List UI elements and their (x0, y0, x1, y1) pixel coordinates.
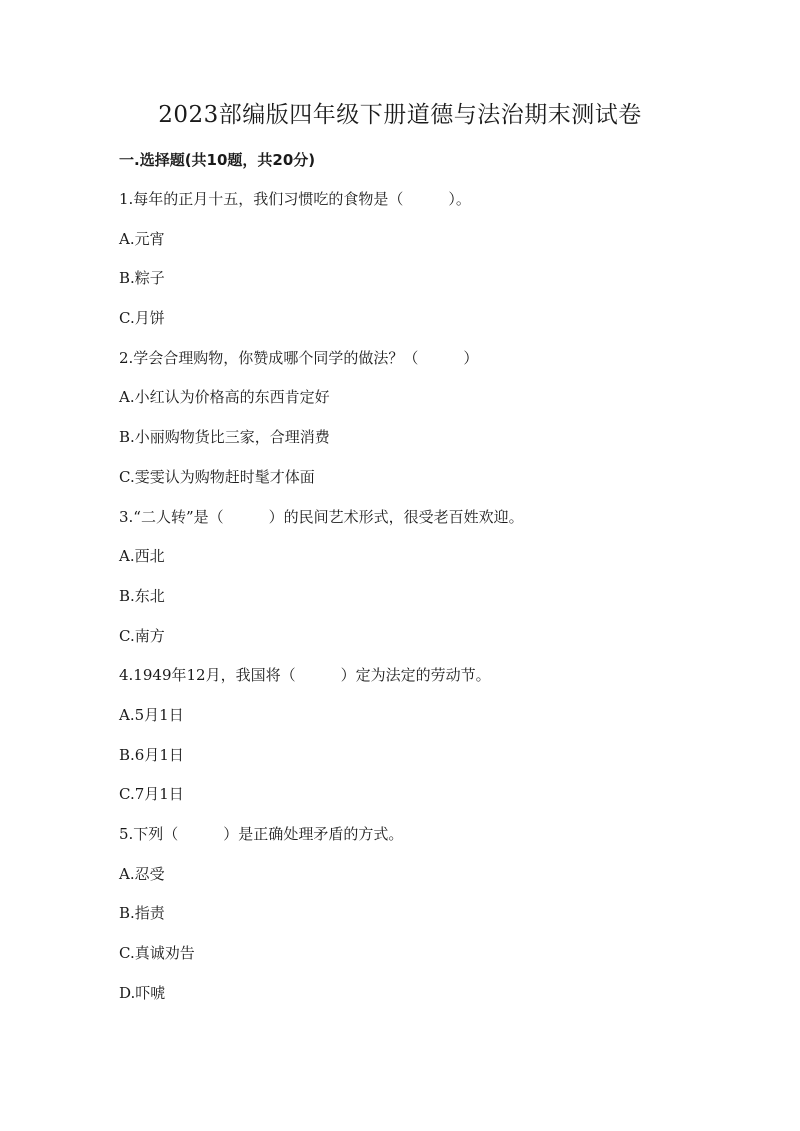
question-stem: 3.“二人转”是（ ）的民间艺术形式，很受老百姓欢迎。 (119, 507, 524, 526)
page-title: 2023部编版四年级下册道德与法治期末测试卷 (158, 102, 642, 128)
answer-option: B.小丽购物货比三家，合理消费 (119, 428, 330, 447)
answer-option: A.西北 (119, 547, 165, 566)
question-list (119, 186, 719, 1019)
question-stem: 1.每年的正月十五，我们习惯吃的食物是（ ）。 (119, 190, 471, 208)
question-stem: 4.1949年12月，我国将（ ）定为法定的劳动节。 (119, 666, 491, 685)
answer-option: C.月饼 (119, 309, 165, 328)
question-stem: 2.学会合理购物，你赞成哪个同学的做法？（ ） (119, 348, 479, 367)
answer-option: B.粽子 (119, 269, 165, 288)
answer-option: A.元宵 (119, 229, 165, 248)
answer-option: B.6月1日 (119, 745, 184, 764)
answer-option: B.东北 (119, 586, 165, 605)
answer-option: D.吓唬 (119, 983, 166, 1002)
answer-option: C.7月1日 (119, 785, 184, 804)
answer-option: A.小红认为价格高的东西肯定好 (119, 388, 330, 407)
answer-option: B.指责 (119, 904, 165, 923)
answer-option: A.忍受 (119, 864, 165, 883)
answer-option: C.真诚劝告 (119, 944, 195, 963)
answer-option: A.5月1日 (119, 705, 184, 724)
answer-option: C.南方 (119, 626, 165, 645)
answer-option: C.雯雯认为购物赶时髦才体面 (119, 467, 315, 486)
question-stem: 5.下列（ ）是正确处理矛盾的方式。 (119, 825, 404, 843)
section-heading: 一.选择题(共10题，共20分) (119, 151, 316, 169)
